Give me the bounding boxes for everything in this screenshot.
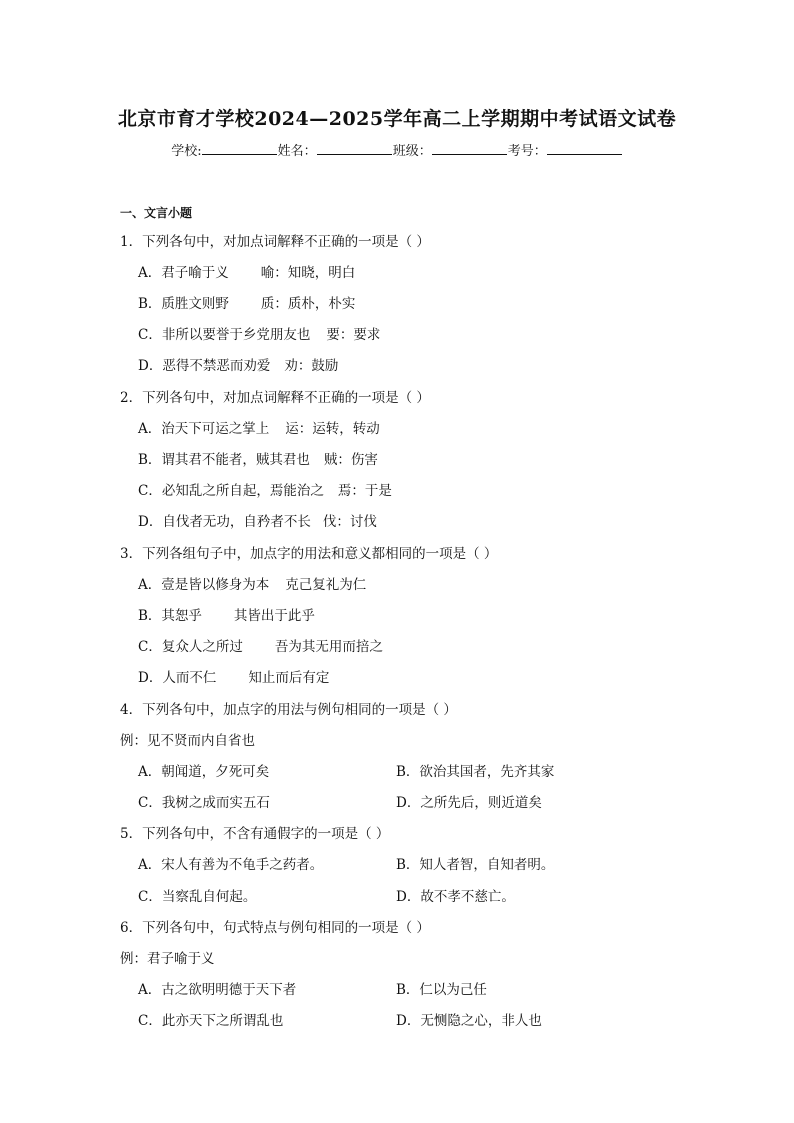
number-blank[interactable] bbox=[547, 142, 622, 155]
question-4-stem: 4．下列各句中，加点字的用法与例句相同的一项是（ ） bbox=[120, 702, 457, 718]
option-sentence: D．人而不仁 bbox=[138, 670, 217, 686]
question-1-stem: 1．下列各句中，对加点词解释不正确的一项是（ ） bbox=[120, 234, 430, 250]
option-gloss: 其皆出于此乎 bbox=[233, 608, 315, 624]
school-label: 学校: bbox=[171, 144, 202, 159]
option-gloss: 喻：知晓，明白 bbox=[260, 265, 356, 281]
option-gloss: 伐：讨伐 bbox=[322, 514, 377, 530]
question-3-option-c bbox=[138, 635, 383, 655]
option-gloss: 吾为其无用而掊之 bbox=[274, 639, 383, 655]
option-sentence: C．复众人之所过 bbox=[138, 639, 243, 655]
option-sentence: B．质胜文则野 bbox=[138, 296, 229, 312]
question-6-option-b: B．仁以为己任 bbox=[396, 982, 487, 998]
number-label: 考号： bbox=[507, 144, 547, 159]
student-info-line bbox=[0, 140, 794, 159]
option-gloss: 知止而后有定 bbox=[248, 670, 330, 686]
option-sentence: D．恶得不禁恶而劝爱 bbox=[138, 358, 271, 374]
question-4-option-a: A．朝闻道，夕死可矣 bbox=[138, 764, 270, 780]
option-gloss: 贼：伤害 bbox=[323, 452, 378, 468]
question-6-example: 例：君子喻于义 bbox=[120, 951, 215, 967]
option-gloss: 质：质朴，朴实 bbox=[260, 296, 356, 312]
option-sentence: C．非所以要誉于乡党朋友也 bbox=[138, 327, 311, 343]
section-heading: 一、文言小题 bbox=[120, 206, 193, 220]
option-sentence: B．谓其君不能者，贼其君也 bbox=[138, 452, 310, 468]
option-sentence: A．君子喻于义 bbox=[138, 265, 229, 281]
question-4-example: 例：见不贤而内自省也 bbox=[120, 733, 255, 749]
question-4-option-b: B．欲治其国者，先齐其家 bbox=[396, 764, 555, 780]
option-gloss: 克己复礼为仁 bbox=[285, 577, 367, 593]
question-3-stem: 3．下列各组句子中，加点字的用法和意义都相同的一项是（ ） bbox=[120, 546, 498, 562]
question-5-option-a: A．宋人有善为不龟手之药者。 bbox=[138, 857, 324, 873]
option-gloss: 焉：于是 bbox=[337, 483, 392, 499]
question-1-option-b bbox=[138, 292, 355, 312]
question-6-option-c: C．此亦天下之所谓乱也 bbox=[138, 1013, 284, 1029]
school-blank[interactable] bbox=[202, 142, 277, 155]
name-label: 姓名： bbox=[277, 144, 317, 159]
question-4-option-d: D．之所先后，则近道矣 bbox=[396, 795, 542, 811]
question-4-option-c: C．我树之成而实五石 bbox=[138, 795, 270, 811]
question-2-option-d bbox=[138, 510, 377, 530]
question-2-option-b bbox=[138, 448, 378, 468]
class-blank[interactable] bbox=[432, 142, 507, 155]
option-sentence: C．必知乱之所自起，焉能治之 bbox=[138, 483, 324, 499]
question-2-option-c bbox=[138, 479, 392, 499]
option-sentence: B．其恕乎 bbox=[138, 608, 202, 624]
question-3-option-b bbox=[138, 604, 315, 624]
option-gloss: 运：运转，转动 bbox=[285, 421, 380, 437]
option-sentence: A．壹是皆以修身为本 bbox=[138, 577, 270, 593]
name-blank[interactable] bbox=[317, 142, 392, 155]
question-5-option-b: B．知人者智，自知者明。 bbox=[396, 857, 555, 873]
question-1-option-c bbox=[138, 323, 380, 343]
question-1-option-d bbox=[138, 354, 338, 374]
option-sentence: D．自伐者无功，自矜者不长 bbox=[138, 514, 311, 530]
option-gloss: 要：要求 bbox=[326, 327, 381, 343]
question-6-option-d: D．无恻隐之心，非人也 bbox=[396, 1013, 542, 1029]
exam-title: 北京市育才学校2024—2025学年高二上学期期中考试语文试卷 bbox=[117, 108, 677, 130]
question-1-option-a bbox=[138, 261, 355, 281]
question-5-option-d: D．故不孝不慈亡。 bbox=[396, 889, 515, 905]
question-6-option-a: A．古之欲明明德于天下者 bbox=[138, 982, 297, 998]
question-2-stem: 2．下列各句中，对加点词解释不正确的一项是（ ） bbox=[120, 390, 430, 406]
question-6-stem: 6．下列各句中，句式特点与例句相同的一项是（ ） bbox=[120, 920, 430, 936]
option-sentence: A．治天下可运之掌上 bbox=[138, 421, 270, 437]
option-gloss: 劝：鼓励 bbox=[284, 358, 339, 374]
question-5-option-c: C．当察乱自何起。 bbox=[138, 889, 257, 905]
class-label: 班级： bbox=[392, 144, 432, 159]
question-3-option-a bbox=[138, 573, 366, 593]
question-5-stem: 5．下列各句中，不含有通假字的一项是（ ） bbox=[120, 826, 390, 842]
question-2-option-a bbox=[138, 417, 380, 437]
question-3-option-d bbox=[138, 666, 329, 686]
